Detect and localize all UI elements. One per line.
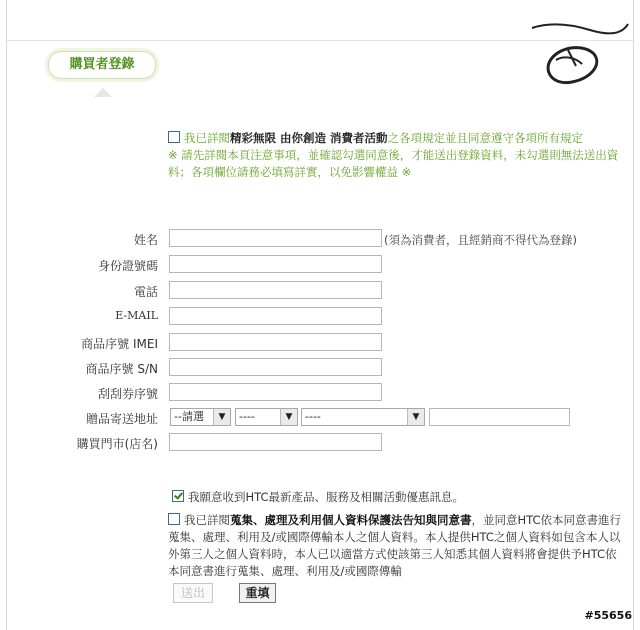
city-select[interactable] [170, 408, 231, 426]
form-row-imei [0, 333, 640, 353]
privacy-prefix: 我已詳閱 [184, 513, 230, 527]
address-detail-input[interactable] [429, 408, 570, 426]
promo-opt-in [172, 489, 464, 505]
form-row-name [0, 229, 640, 249]
agreement-checkbox[interactable] [168, 131, 180, 143]
form-row-phone [0, 281, 640, 301]
form-row-email [0, 307, 640, 327]
field-label-sn: 商品序號 S/N [85, 362, 158, 376]
road-select[interactable] [301, 408, 425, 426]
field-label-phone: 電話 [133, 285, 158, 299]
agreement-prefix: 我已詳閱 [184, 131, 230, 145]
privacy-checkbox[interactable] [168, 513, 180, 525]
section-tab: 購買者登錄 [48, 51, 156, 79]
district-select-value: ---- [239, 410, 255, 423]
field-label-id: 身份證號碼 [97, 259, 158, 273]
form-row-store [0, 433, 640, 453]
reset-button[interactable]: 重填 [239, 583, 276, 603]
privacy-title: 蒐集、處理及利用個人資料保護法告知與同意書 [230, 513, 472, 527]
imei-input[interactable] [169, 333, 382, 351]
privacy-text: ，並同意HTC依本同意書進行蒐集、處理、利用及/或國際傳輸本人之個人資料。本人提供HTC之個人資料如包含本人以外第三人之個人資料時，本人已以適當方式使該第三人知悉其個人資料將會提供予HTC依本同意書進行蒐集、處理、利用及/或國際傳輸 [168, 513, 622, 578]
field-label-imei: 商品序號 IMEI [81, 337, 158, 351]
phone-input[interactable] [169, 281, 382, 299]
store-input[interactable] [169, 433, 382, 451]
privacy-consent [168, 512, 628, 580]
tab-pointer [94, 88, 112, 97]
field-label-scratch: 刮刮券序號 [97, 387, 158, 401]
field-label-name: 姓名 [133, 233, 158, 247]
field-label-address: 贈品寄送地址 [85, 412, 158, 426]
agreement-suffix: 之各項規定並且同意遵守各項所有規定 [387, 131, 584, 145]
scratch-card-input[interactable] [169, 383, 382, 401]
field-label-email: E-MAIL [115, 309, 158, 322]
chevron-down-icon: ▼ [280, 409, 297, 425]
form-row-sn [0, 358, 640, 378]
chevron-down-icon: ▼ [213, 409, 230, 425]
mouse-icon [530, 20, 630, 100]
city-select-value: --請選 [174, 410, 204, 423]
agreement-block [168, 130, 623, 181]
agreement-note: ※ 請先詳閱本頁注意事項，並確認勾選同意後，才能送出登錄資料，未勾選則無法送出資料；各項欄位請務必填寫詳實，以免影響權益 ※ [168, 148, 619, 179]
chevron-down-icon: ▼ [407, 409, 424, 425]
email-input[interactable] [169, 307, 382, 325]
name-input[interactable] [169, 229, 382, 247]
district-select[interactable] [235, 408, 298, 426]
form-row-address [0, 408, 640, 428]
submit-button[interactable]: 送出 [173, 583, 213, 603]
serial-number-input[interactable] [169, 358, 382, 376]
form-row-id [0, 255, 640, 275]
promo-label: 我願意收到HTC最新產品、服務及相關活動優惠訊息。 [188, 490, 465, 504]
id-number-input[interactable] [169, 255, 382, 273]
watermark: #55656 [584, 609, 632, 622]
campaign-name: 精彩無限 由你創造 消費者活動 [230, 131, 388, 145]
name-hint: (須為消費者，且經銷商不得代為登錄) [384, 233, 577, 247]
promo-checkbox[interactable] [172, 490, 184, 502]
field-label-store: 購買門市(店名) [76, 437, 158, 451]
form-row-scratch [0, 383, 640, 403]
road-select-value: ---- [305, 410, 321, 423]
